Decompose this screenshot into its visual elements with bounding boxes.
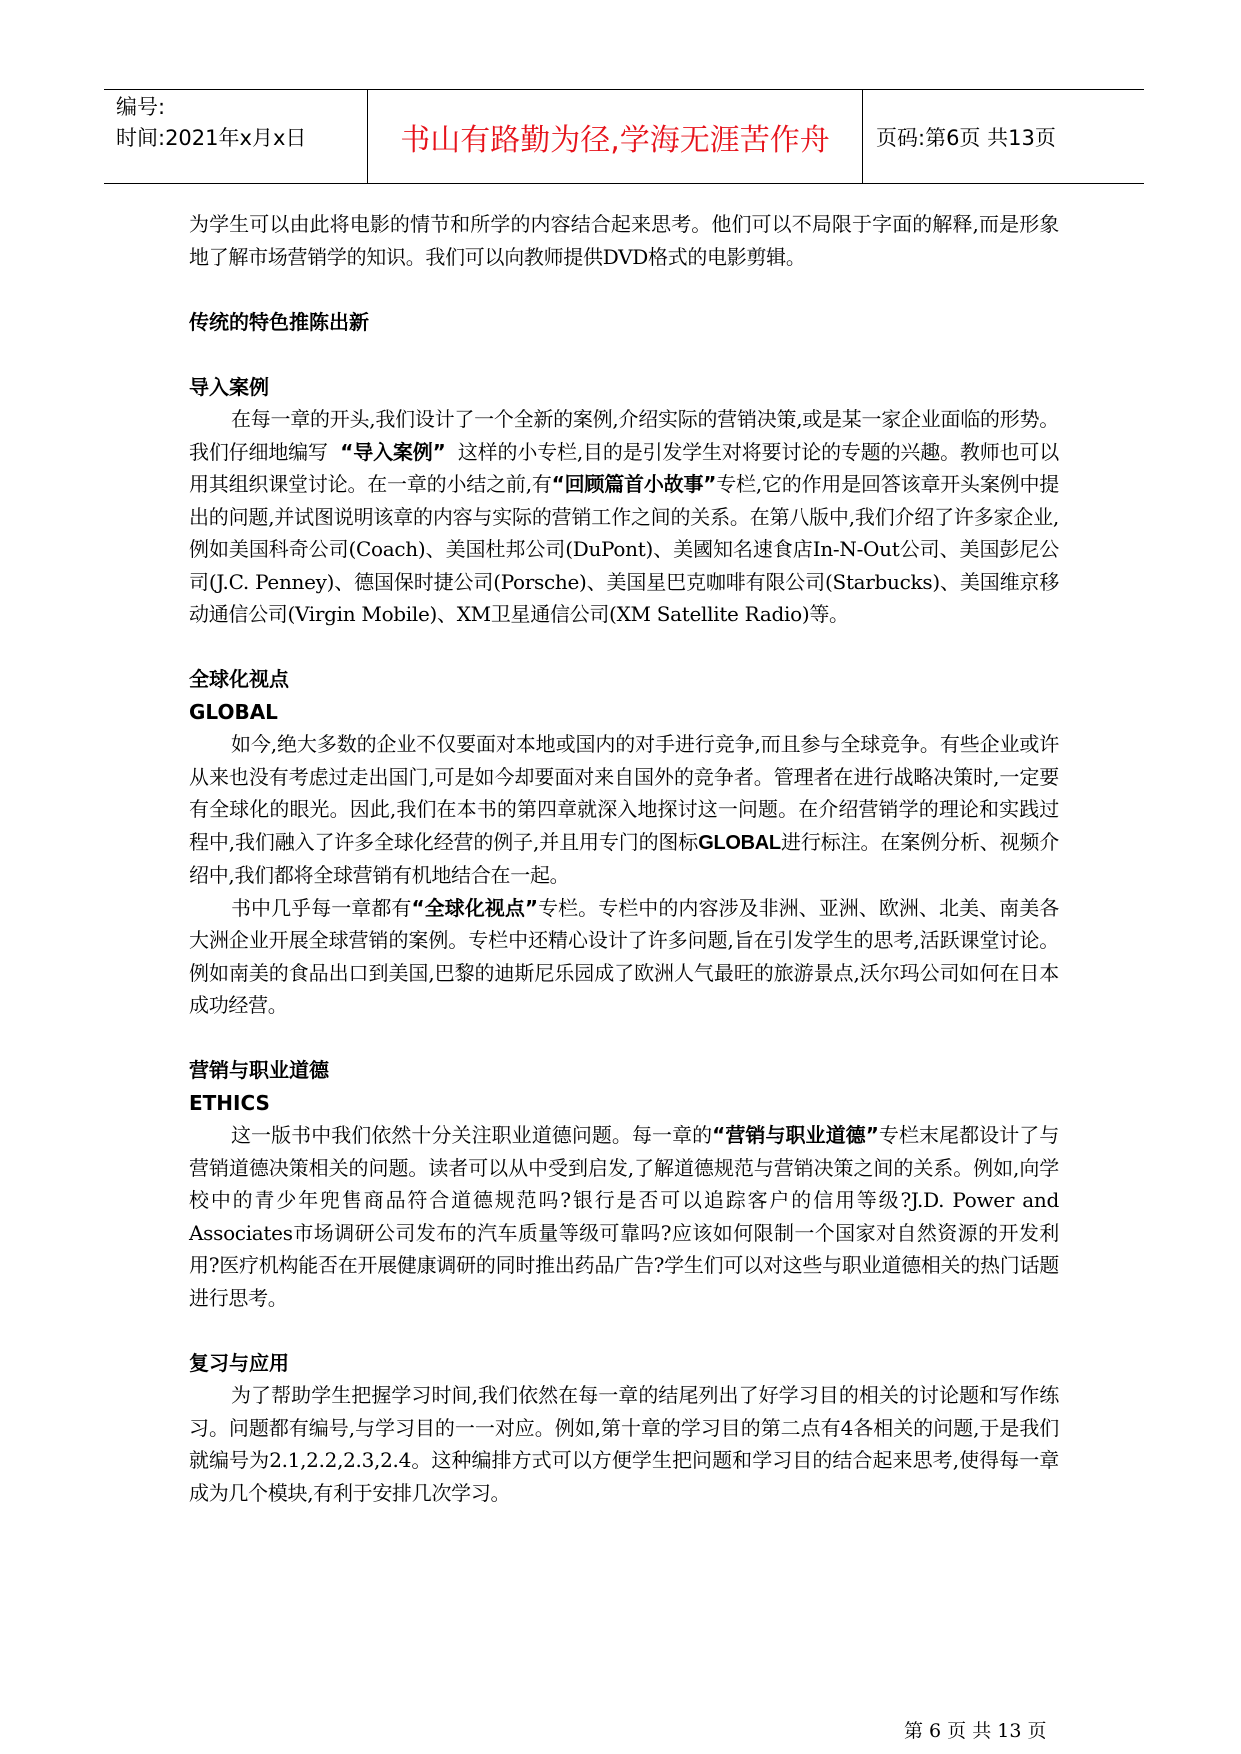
global-icon-label: GLOBAL	[698, 831, 781, 854]
page-header	[104, 89, 1144, 184]
case-text-c: 这样的小专栏,目的是引发学生对将要讨论的专题的兴趣。教师也可以用其组织课堂讨论。在一章的小结之前,有	[189, 439, 1059, 496]
heading-features: 传统的特色推陈出新	[189, 309, 369, 334]
global1-text-a: 如今,绝大多数的企业不仅要面对本地或国内的对手进行竞争,而且参与全球竞争。有些企业或许从来也没有考虑过走出国门,可是如今却要面对来自国外的竞争者。管理者在进行战略决策时,一定要有全球化的眼光。因此,我们在本书的第四章就深入地探讨这一问题。在介绍营销学的理论和实践过程中,我们融入了许多全球化经营的例子,并且用专门的图标	[189, 732, 1059, 854]
paragraph-global-1	[189, 728, 1059, 892]
header-meta	[116, 92, 366, 154]
global-term: “全球化视点”	[411, 895, 538, 920]
ethics-text-a: 这一版书中我们依然十分关注职业道德问题。每一章的	[231, 1123, 713, 1147]
paragraph-intro: 为学生可以由此将电影的情节和所学的内容结合起来思考。他们可以不局限于字面的解释,而是形象地了解市场营销学的知识。我们可以向教师提供DVD格式的电影剪辑。	[189, 212, 1059, 269]
heading-ethics-cn: 营销与职业道德	[189, 1058, 329, 1082]
page-footer: 第 6 页 共 13 页	[904, 1720, 1047, 1742]
global2-text-c: 专栏。专栏中的内容涉及非洲、亚洲、欧洲、北美、南美各大洲企业开展全球营销的案例。专栏中还精心设计了许多问题,旨在引发学生的思考,活跃课堂讨论。例如南美的食品出口到美国,巴黎的迪斯尼乐园成了欧洲人气最旺的旅游景点,沃尔玛公司如何在日本成功经营。	[189, 895, 1059, 1017]
heading-review: 复习与应用	[189, 1350, 289, 1375]
heading-global-cn: 全球化视点	[189, 667, 289, 691]
paragraph-case	[189, 403, 1059, 631]
time-label: 时间:2021年x月x日	[116, 126, 307, 150]
heading-case: 导入案例	[189, 374, 269, 399]
serial-label: 编号:	[116, 95, 166, 119]
header-motto: 书山有路勤为径,学海无涯苦作舟	[367, 90, 863, 183]
paragraph-global-2	[189, 892, 1059, 1022]
global1-text-c: 进行标注。在案例分析、视频介绍中,我们都将全球营销有机地结合在一起。	[189, 829, 1059, 887]
ethics-term: “营销与职业道德”	[712, 1123, 879, 1147]
heading-global-en: GLOBAL	[189, 699, 278, 724]
paragraph-ethics	[189, 1119, 1059, 1314]
document-body	[189, 208, 1059, 1509]
case-term-2: “回顾篇首小故事”	[551, 472, 717, 496]
case-text-a: 在每一章的开头,我们设计了一个全新的案例,介绍实际的营销决策,或是某一家企业面临的形势。我们仔细地编写	[189, 407, 1059, 464]
header-page-label: 页码:第6页 共13页	[876, 125, 1056, 150]
ethics-text-c: 专栏末尾都设计了与营销道德决策相关的问题。读者可以从中受到启发,了解道德规范与营销决策之间的关系。例如,向学校中的青少年兜售商品符合道德规范吗?银行是否可以追踪客户的信用等级?J.D. Power and Associates市场调研公司发布的汽车质量等级可靠吗?应该如何限制一个国家对自然资源的开发利用?医疗机构能否在开展健康调研的同时推出药品广告?学生们可以对这些与职业道德相关的热门话题进行思考。	[189, 1123, 1059, 1310]
case-term-1: “导入案例”	[340, 439, 446, 464]
case-text-e: 专栏,它的作用是回答该章开头案例中提出的问题,并试图说明该章的内容与实际的营销工作之间的关系。在第八版中,我们介绍了许多家企业,例如美国科奇公司(Coach)、美国杜邦公司(DuPont)、美國知名速食店In-N-Out公司、美国彭尼公司(J.C. Penney)、德国保时捷公司(Porsche)、美国星巴克咖啡有限公司(Starbucks)、美国维京移动通信公司(Virgin Mobile)、XM卫星通信公司(XM Satellite Radio)等。	[189, 472, 1059, 626]
paragraph-review: 为了帮助学生把握学习时间,我们依然在每一章的结尾列出了好学习目的相关的讨论题和写作练习。问题都有编号,与学习目的一一对应。例如,第十章的学习目的第二点有4各相关的问题,于是我们就编号为2.1,2.2,2.3,2.4。这种编排方式可以方便学生把问题和学习目的结合起来思考,使得每一章成为几个模块,有利于安排几次学习。	[189, 1383, 1059, 1505]
global2-text-a: 书中几乎每一章都有	[231, 895, 412, 920]
heading-ethics-en: ETHICS	[189, 1090, 270, 1115]
